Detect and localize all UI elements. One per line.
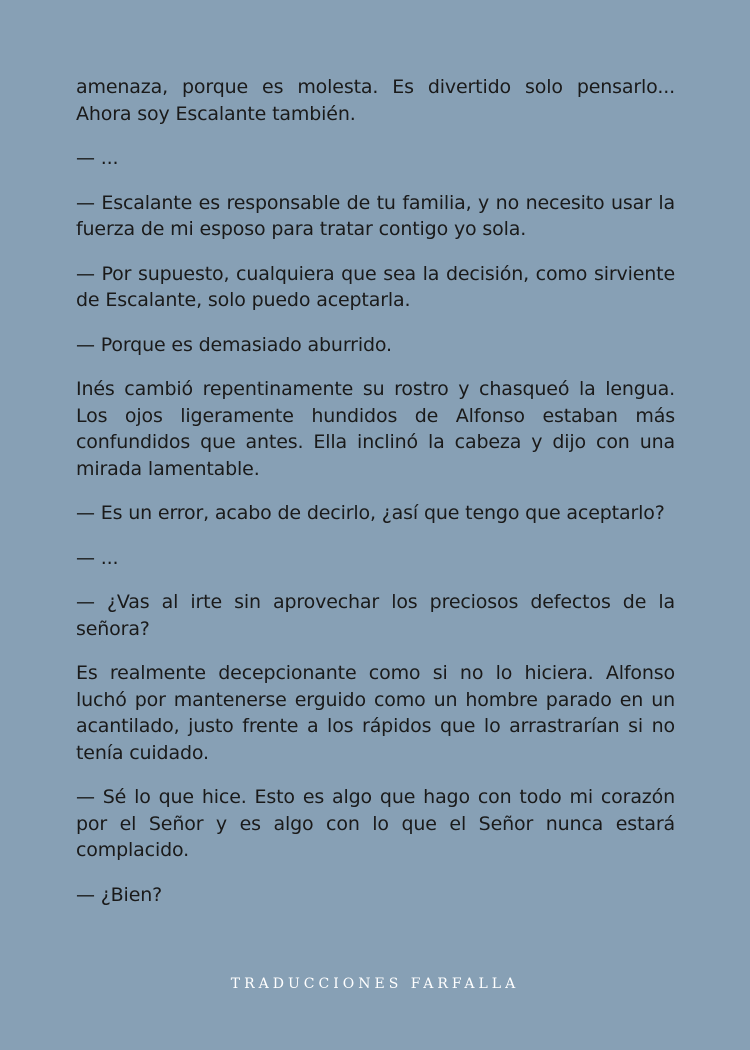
paragraph: — Por supuesto, cualquiera que sea la decisión, como sirviente de Escalante, solo puedo aceptarla. bbox=[76, 262, 675, 311]
paragraph: — Sé lo que hice. Esto es algo que hago con todo mi corazón por el Señor y es algo con lo que el Señor nunca estará complacido. bbox=[76, 786, 675, 861]
paragraph: — ¿Bien? bbox=[76, 883, 163, 906]
paragraph: amenaza, porque es molesta. Es divertido solo pensarlo... Ahora soy Escalante también. bbox=[76, 76, 675, 125]
paragraph: — Porque es demasiado aburrido. bbox=[76, 333, 392, 356]
paragraph: — ... bbox=[76, 147, 119, 169]
paragraph: — Escalante es responsable de tu familia, y no necesito usar la fuerza de mi esposo para tratar contigo yo sola. bbox=[76, 191, 675, 240]
footer-credit: TRADUCCIONES FARFALLA bbox=[230, 976, 520, 992]
paragraph: — ¿Vas al irte sin aprovechar los preciosos defectos de la señora? bbox=[76, 591, 675, 640]
paragraph: — Es un error, acabo de decirlo, ¿así que tengo que aceptarlo? bbox=[76, 502, 665, 524]
paragraph: — ... bbox=[76, 546, 119, 569]
page-text bbox=[76, 74, 675, 926]
paragraph: Inés cambió repentinamente su rostro y chasqueó la lengua. Los ojos ligeramente hundidos de Alfonso estaban más confundidos que antes. Ella inclinó la cabeza y dijo con una mirada lamentable. bbox=[76, 378, 675, 480]
paragraph: Es realmente decepcionante como si no lo hiciera. Alfonso luchó por mantenerse erguido como un hombre parado en un acantilado, justo frente a los rápidos que lo arrastrarían si no tenía cuidado. bbox=[76, 662, 675, 764]
